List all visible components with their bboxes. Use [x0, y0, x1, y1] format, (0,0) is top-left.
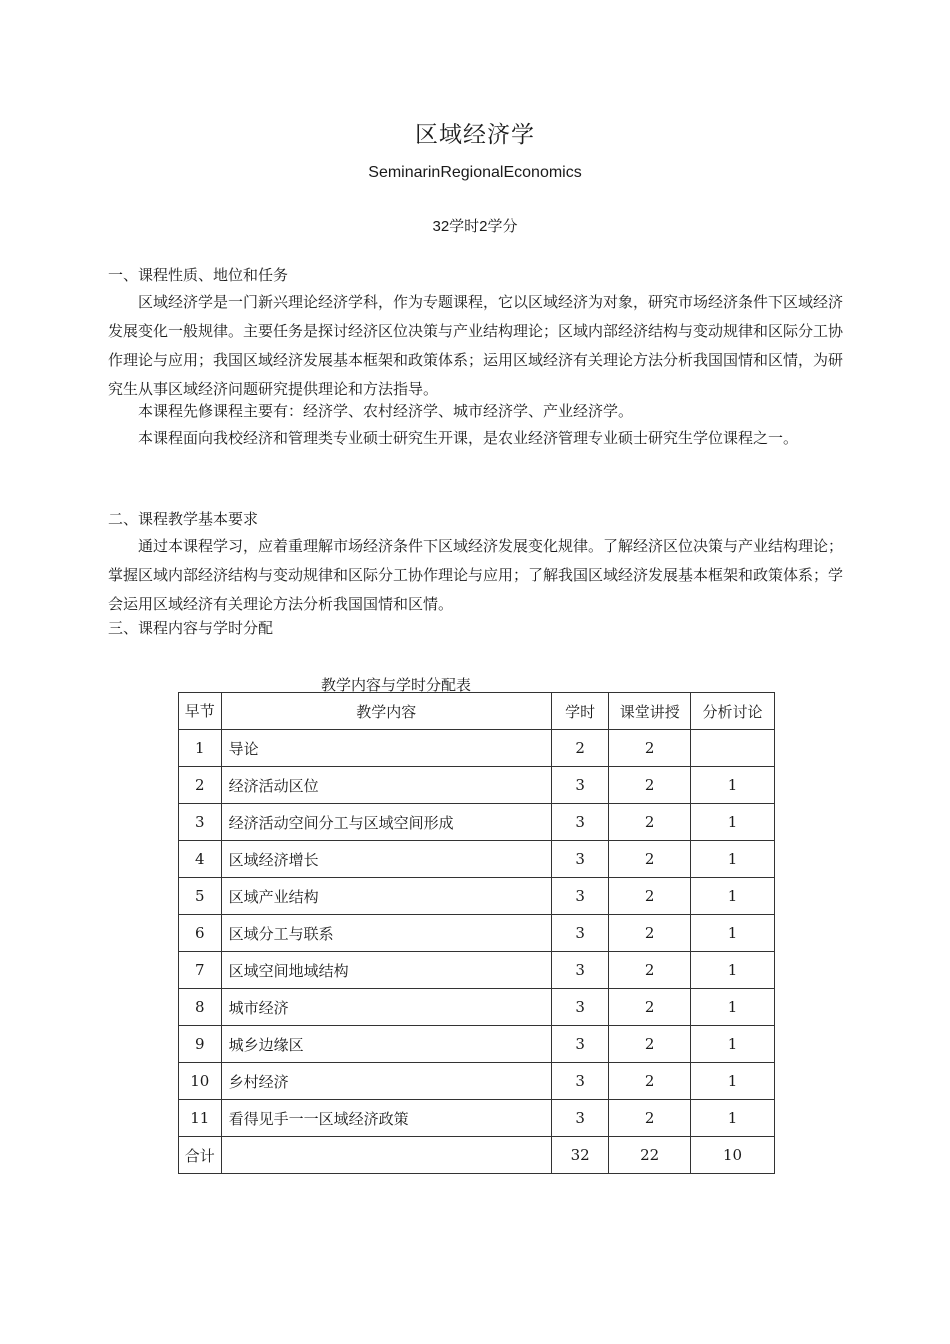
hours-allocation-table	[178, 692, 775, 1174]
cell-chapter: 8	[179, 989, 222, 1026]
cell-lecture: 2	[609, 1063, 691, 1100]
cell-content: 区域分工与联系	[221, 915, 551, 952]
section-heading-2: 二、课程教学基本要求	[108, 510, 259, 528]
cell-discussion	[691, 730, 775, 767]
cell-hours: 3	[551, 1063, 608, 1100]
cell-hours: 3	[551, 989, 608, 1026]
header-hours: 学时	[551, 693, 608, 730]
table-row	[179, 1063, 775, 1100]
table-row	[179, 915, 775, 952]
cell-discussion: 1	[691, 878, 775, 915]
section-1-paragraph-2: 本课程先修课程主要有：经济学、农村经济学、城市经济学、产业经济学。	[138, 402, 634, 420]
cell-chapter: 6	[179, 915, 222, 952]
cell-lecture: 2	[609, 878, 691, 915]
section-2-paragraph-1: 通过本课程学习，应着重理解市场经济条件下区域经济发展变化规律。了解经济区位决策与产业结构理论；掌握区域内部经济结构与变动规律和区际分工协作理论与应用；了解我国区域经济发展基本框架和政策体系；学会运用区域经济有关理论方法分析我国国情和区情。	[108, 537, 844, 613]
cell-lecture: 2	[609, 1100, 691, 1137]
cell-hours: 3	[551, 1100, 608, 1137]
cell-discussion: 1	[691, 767, 775, 804]
header-lecture: 课堂讲授	[609, 693, 691, 730]
cell-discussion: 1	[691, 804, 775, 841]
section-heading-1: 一、课程性质、地位和任务	[108, 266, 289, 284]
cell-hours: 3	[551, 915, 608, 952]
cell-content: 城市经济	[221, 989, 551, 1026]
cell-content: 导论	[221, 730, 551, 767]
cell-content: 乡村经济	[221, 1063, 551, 1100]
cell-hours: 3	[551, 841, 608, 878]
table-row	[179, 767, 775, 804]
cell-total-label: 合计	[179, 1137, 222, 1174]
document-title: 区域经济学	[415, 122, 535, 148]
cell-hours: 3	[551, 1026, 608, 1063]
cell-content: 看得见手一一区域经济政策	[221, 1100, 551, 1137]
table-header-row	[179, 693, 775, 730]
cell-chapter: 3	[179, 804, 222, 841]
table-row	[179, 841, 775, 878]
table-row	[179, 1100, 775, 1137]
table-row	[179, 804, 775, 841]
cell-lecture: 2	[609, 730, 691, 767]
cell-lecture: 2	[609, 989, 691, 1026]
table-total-row	[179, 1137, 775, 1174]
cell-chapter: 7	[179, 952, 222, 989]
cell-hours: 3	[551, 804, 608, 841]
table-row	[179, 730, 775, 767]
cell-content: 经济活动区位	[221, 767, 551, 804]
cell-chapter: 5	[179, 878, 222, 915]
cell-lecture: 2	[609, 915, 691, 952]
cell-discussion: 1	[691, 841, 775, 878]
cell-lecture: 2	[609, 1026, 691, 1063]
cell-chapter: 9	[179, 1026, 222, 1063]
cell-chapter: 10	[179, 1063, 222, 1100]
cell-content	[221, 1137, 551, 1174]
cell-discussion: 1	[691, 952, 775, 989]
cell-content: 区域经济增长	[221, 841, 551, 878]
cell-lecture: 2	[609, 804, 691, 841]
header-content: 教学内容	[221, 693, 551, 730]
cell-hours: 3	[551, 878, 608, 915]
cell-discussion: 1	[691, 1063, 775, 1100]
cell-total-lecture: 22	[609, 1137, 691, 1174]
header-discussion: 分析讨论	[691, 693, 775, 730]
cell-chapter: 4	[179, 841, 222, 878]
table-caption: 教学内容与学时分配表	[321, 676, 472, 694]
cell-content: 区域产业结构	[221, 878, 551, 915]
cell-content: 经济活动空间分工与区域空间形成	[221, 804, 551, 841]
table-row	[179, 989, 775, 1026]
cell-chapter: 2	[179, 767, 222, 804]
cell-lecture: 2	[609, 952, 691, 989]
table-row	[179, 878, 775, 915]
cell-hours: 2	[551, 730, 608, 767]
cell-hours: 3	[551, 767, 608, 804]
section-1-paragraph-1: 区域经济学是一门新兴理论经济学科，作为专题课程，它以区域经济为对象，研究市场经济条件下区域经济发展变化一般规律。主要任务是探讨经济区位决策与产业结构理论；区域内部经济结构与变动规律和区际分工协作理论与应用；我国区域经济发展基本框架和政策体系；运用区域经济有关理论方法分析我国国情和区情，为研究生从事区域经济问题研究提供理论和方法指导。	[108, 293, 844, 398]
cell-discussion: 1	[691, 1100, 775, 1137]
table-row	[179, 952, 775, 989]
cell-lecture: 2	[609, 841, 691, 878]
table-row	[179, 1026, 775, 1063]
cell-hours: 3	[551, 952, 608, 989]
cell-chapter: 11	[179, 1100, 222, 1137]
cell-chapter: 1	[179, 730, 222, 767]
section-1-paragraph-3: 本课程面向我校经济和管理类专业硕士研究生开课，是农业经济管理专业硕士研究生学位课程之一。	[138, 429, 799, 447]
cell-lecture: 2	[609, 767, 691, 804]
cell-total-hours: 32	[551, 1137, 608, 1174]
document-subtitle: SeminarinRegionalEconomics	[368, 164, 582, 181]
cell-content: 区域空间地域结构	[221, 952, 551, 989]
cell-discussion: 1	[691, 989, 775, 1026]
cell-discussion: 1	[691, 1026, 775, 1063]
cell-discussion: 1	[691, 915, 775, 952]
cell-total-discussion: 10	[691, 1137, 775, 1174]
cell-content: 城乡边缘区	[221, 1026, 551, 1063]
credit-hours: 32学时2学分	[432, 218, 518, 235]
header-chapter: 早节	[179, 693, 222, 730]
section-heading-3: 三、课程内容与学时分配	[108, 619, 274, 637]
